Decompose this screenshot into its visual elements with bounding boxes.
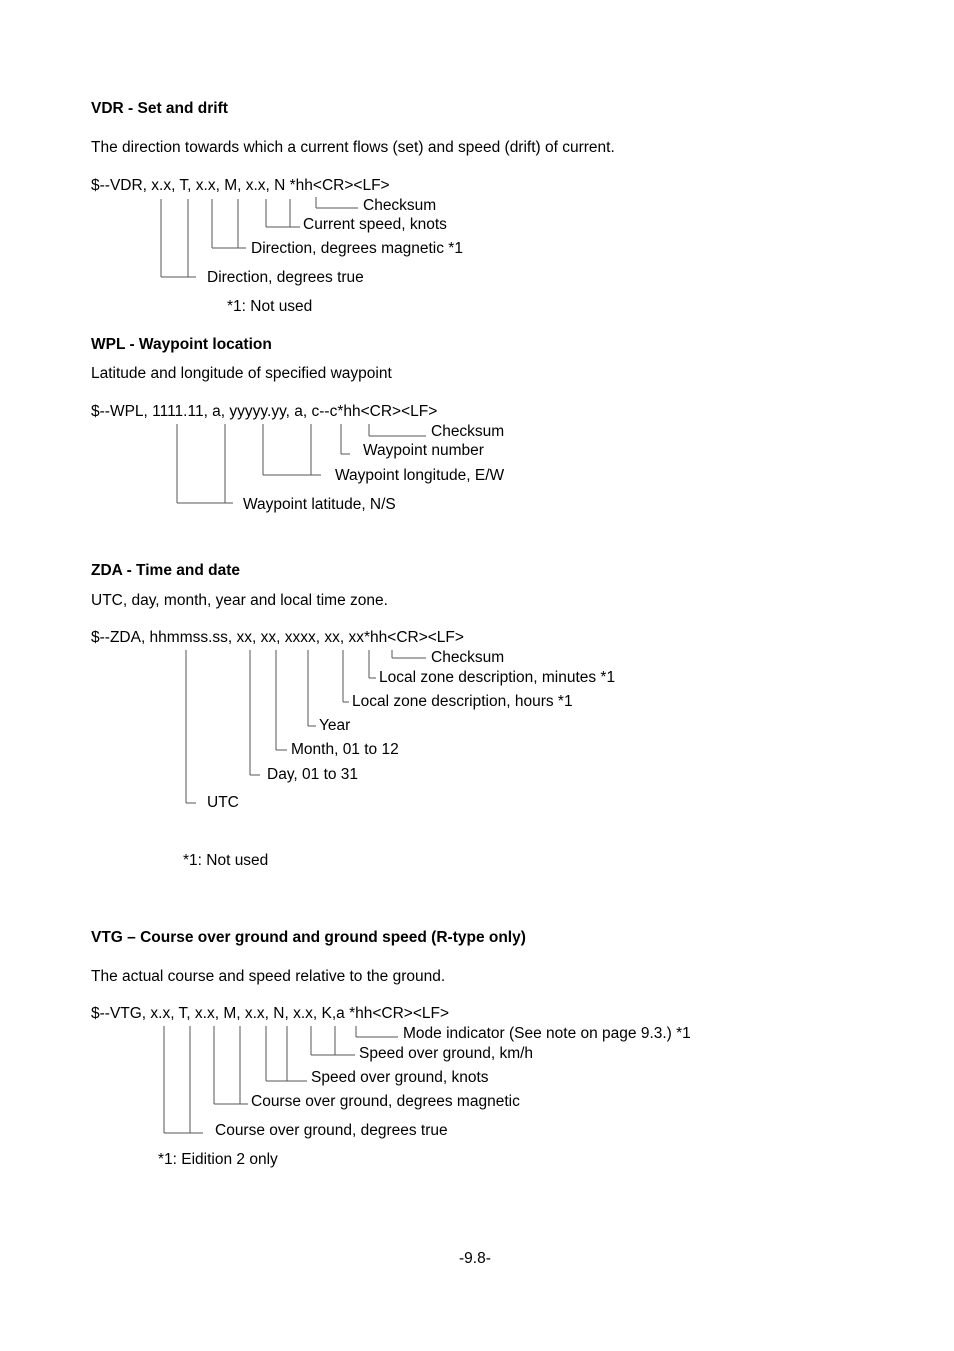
wpl-format: $--WPL, 1111.11, a, yyyyy.yy, a, c--c*hh<CR><LF> [91,403,438,420]
wpl-bracket-lines [177,424,426,503]
vdr-bracket-lines [161,197,358,277]
zda-field-day: Day, 01 to 31 [267,766,359,783]
vdr-field-current-speed: Current speed, knots [303,216,447,233]
vdr-field-direction-true: Direction, degrees true [207,269,364,286]
vdr-field-checksum: Checksum [363,197,437,214]
vtg-field-course-magnetic: Course over ground, degrees magnetic [251,1093,520,1110]
vtg-field-course-true: Course over ground, degrees true [215,1122,448,1139]
vtg-field-speed-knots: Speed over ground, knots [311,1069,489,1086]
vtg-title: VTG – Course over ground and ground speed (R-type only) [91,929,526,946]
vtg-field-speed-kmh: Speed over ground, km/h [359,1045,534,1062]
wpl-title: WPL - Waypoint location [91,336,272,353]
wpl-field-longitude: Waypoint longitude, E/W [335,467,505,484]
zda-field-checksum: Checksum [431,649,505,666]
zda-field-zone-hours: Local zone description, hours *1 [352,693,573,710]
zda-note: *1: Not used [183,852,269,869]
vtg-format: $--VTG, x.x, T, x.x, M, x.x, N, x.x, K,a *hh<CR><LF> [91,1005,450,1022]
vtg-note: *1: Eidition 2 only [158,1151,278,1168]
page-number: -9.8- [459,1250,491,1267]
wpl-field-latitude: Waypoint latitude, N/S [243,496,396,513]
vdr-title: VDR - Set and drift [91,100,228,117]
vdr-field-direction-magnetic: Direction, degrees magnetic *1 [251,240,463,257]
zda-field-month: Month, 01 to 12 [291,741,399,758]
zda-format: $--ZDA, hhmmss.ss, xx, xx, xxxx, xx, xx*hh<CR><LF> [91,629,464,646]
vdr-description: The direction towards which a current flows (set) and speed (drift) of current. [91,139,615,156]
zda-field-year: Year [319,717,351,734]
wpl-field-checksum: Checksum [431,423,505,440]
zda-description: UTC, day, month, year and local time zone. [91,592,388,609]
wpl-description: Latitude and longitude of specified waypoint [91,365,392,382]
vdr-note: *1: Not used [227,298,313,315]
zda-field-utc: UTC [207,794,239,811]
zda-field-zone-minutes: Local zone description, minutes *1 [379,669,616,686]
vdr-format: $--VDR, x.x, T, x.x, M, x.x, N *hh<CR><LF> [91,177,390,194]
vtg-field-mode-indicator: Mode indicator (See note on page 9.3.) *1 [403,1025,691,1042]
wpl-field-waypoint-number: Waypoint number [363,442,484,459]
vtg-description: The actual course and speed relative to the ground. [91,968,446,985]
zda-title: ZDA - Time and date [91,562,240,579]
